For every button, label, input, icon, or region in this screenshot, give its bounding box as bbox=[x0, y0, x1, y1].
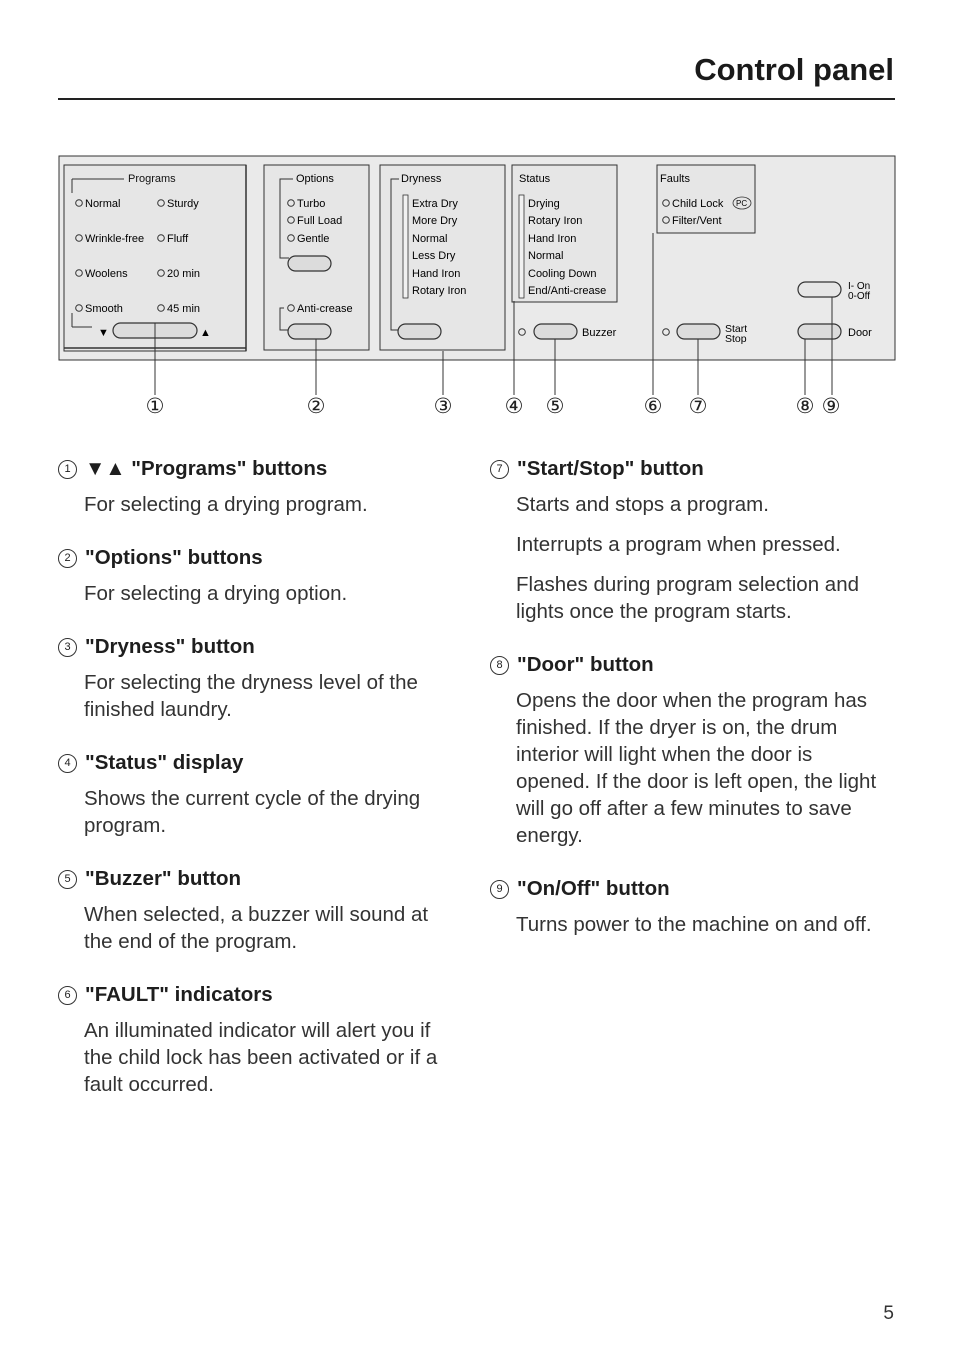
options-button[interactable] bbox=[288, 256, 331, 271]
option-full-load: Full Load bbox=[297, 215, 343, 227]
item-number-badge: 4 bbox=[58, 754, 77, 773]
status-normal: Normal bbox=[528, 250, 564, 262]
item-heading bbox=[490, 455, 890, 483]
dryness-hand-iron: Hand Iron bbox=[412, 268, 461, 280]
item-title: "Door" button bbox=[517, 653, 654, 676]
programs-label: Programs bbox=[128, 173, 176, 185]
callout-9: ⑨ bbox=[821, 395, 841, 418]
callout-6: ⑥ bbox=[643, 395, 663, 418]
description-item bbox=[58, 749, 458, 839]
fault-child-lock: Child Lock bbox=[672, 198, 724, 210]
dryness-section bbox=[380, 165, 505, 350]
item-number-badge: 3 bbox=[58, 638, 77, 657]
item-heading bbox=[58, 865, 458, 893]
program-sturdy: Sturdy bbox=[167, 198, 199, 210]
item-number-badge: 6 bbox=[58, 986, 77, 1005]
callout-1: ① bbox=[145, 395, 165, 418]
callout-3: ③ bbox=[433, 395, 453, 418]
item-description: Turns power to the machine on and off. bbox=[516, 913, 872, 936]
callout-numbers bbox=[146, 395, 841, 418]
item-number-badge: 7 bbox=[490, 460, 509, 479]
item-title: "Dryness" button bbox=[85, 635, 255, 658]
stop-label: Stop bbox=[725, 333, 747, 345]
description-item bbox=[490, 875, 890, 938]
start-stop-button[interactable] bbox=[677, 324, 720, 339]
item-heading bbox=[58, 981, 458, 1009]
description-item bbox=[58, 981, 458, 1098]
item-number-badge: 9 bbox=[490, 880, 509, 899]
item-description: An illuminated indicator will alert you if the child lock has been activated or if a fault occurred. bbox=[84, 1019, 438, 1096]
item-heading bbox=[490, 651, 890, 679]
descriptions-right bbox=[490, 455, 890, 964]
dryness-less-dry: Less Dry bbox=[412, 250, 456, 262]
callout-4: ④ bbox=[504, 395, 524, 418]
status-drying: Drying bbox=[528, 198, 560, 210]
callout-8: ⑧ bbox=[795, 395, 815, 418]
faults-section bbox=[657, 165, 755, 233]
item-description: Shows the current cycle of the drying program. bbox=[84, 787, 421, 837]
description-item bbox=[58, 455, 458, 518]
buzzer-button[interactable] bbox=[534, 324, 577, 339]
descriptions-left bbox=[58, 455, 458, 1124]
program-fluff: Fluff bbox=[167, 233, 189, 245]
description-item bbox=[58, 633, 458, 723]
buzzer-label: Buzzer bbox=[582, 327, 617, 339]
callout-7: ⑦ bbox=[688, 395, 708, 418]
options-label: Options bbox=[296, 173, 334, 185]
item-title: "Status" display bbox=[85, 751, 244, 774]
item-description: When selected, a buzzer will sound at the end of the program. bbox=[84, 903, 429, 953]
item-title: "Buzzer" button bbox=[85, 867, 242, 890]
status-rotary-iron: Rotary Iron bbox=[528, 215, 583, 227]
program-smooth: Smooth bbox=[85, 303, 123, 315]
item-description: Flashes during program selection and lights once the program starts. bbox=[516, 573, 859, 623]
program-45-min: 45 min bbox=[167, 303, 201, 315]
anti-crease-button[interactable] bbox=[288, 324, 331, 339]
fault-filter-vent: Filter/Vent bbox=[672, 215, 722, 227]
off-label: 0-Off bbox=[848, 291, 871, 302]
item-heading bbox=[58, 544, 458, 572]
item-title: "FAULT" indicators bbox=[85, 983, 273, 1006]
item-number-badge: 2 bbox=[58, 549, 77, 568]
page-number: 5 bbox=[883, 1303, 894, 1324]
item-description: Opens the door when the program has finished. If the dryer is on, the drum interior will light when the door is opened. If the door is left open, the light will go off after a few minutes to save energy. bbox=[516, 689, 877, 847]
option-turbo: Turbo bbox=[297, 198, 326, 210]
page-title: Control panel bbox=[694, 52, 894, 87]
item-description: Interrupts a program when pressed. bbox=[516, 533, 841, 556]
description-item bbox=[58, 544, 458, 607]
dryness-label: Dryness bbox=[401, 173, 442, 185]
arrow-up-icon: ▲ bbox=[200, 327, 211, 339]
status-cooling-down: Cooling Down bbox=[528, 268, 597, 280]
programs-section bbox=[64, 165, 246, 351]
dryness-rotary-iron: Rotary Iron bbox=[412, 285, 467, 297]
dryness-extra-dry: Extra Dry bbox=[412, 198, 458, 210]
status-end-anti-crease: End/Anti-crease bbox=[528, 285, 607, 297]
dryness-more-dry: More Dry bbox=[412, 215, 458, 227]
callout-2: ② bbox=[306, 395, 326, 418]
item-description: For selecting a drying program. bbox=[84, 493, 368, 516]
item-description: Starts and stops a program. bbox=[516, 493, 769, 516]
item-number-badge: 5 bbox=[58, 870, 77, 889]
on-label: I- On bbox=[848, 281, 871, 292]
options-section bbox=[264, 165, 369, 350]
item-title: "Options" buttons bbox=[85, 546, 263, 569]
arrow-down-icon: ▼ bbox=[98, 327, 109, 339]
item-heading bbox=[490, 875, 890, 903]
item-title: "On/Off" button bbox=[517, 877, 670, 900]
dryness-button[interactable] bbox=[398, 324, 441, 339]
dryness-normal: Normal bbox=[412, 233, 448, 245]
faults-label: Faults bbox=[660, 173, 690, 185]
item-heading bbox=[58, 749, 458, 777]
item-title: "Start/Stop" button bbox=[517, 457, 704, 480]
item-title: ▼▲ "Programs" buttons bbox=[85, 457, 328, 480]
description-item bbox=[490, 455, 890, 625]
control-panel-diagram bbox=[58, 155, 896, 425]
item-description: For selecting the dryness level of the finished laundry. bbox=[84, 671, 418, 721]
program-woolens: Woolens bbox=[85, 268, 128, 280]
program-wrinkle-free: Wrinkle-free bbox=[85, 233, 145, 245]
option-gentle: Gentle bbox=[297, 233, 330, 245]
description-item bbox=[490, 651, 890, 849]
program-20-min: 20 min bbox=[167, 268, 201, 280]
item-number-badge: 8 bbox=[490, 656, 509, 675]
item-number-badge: 1 bbox=[58, 460, 77, 479]
status-label: Status bbox=[519, 173, 551, 185]
program-normal: Normal bbox=[85, 198, 121, 210]
description-item bbox=[58, 865, 458, 955]
item-heading bbox=[58, 633, 458, 661]
start-label: Start bbox=[725, 323, 748, 335]
door-label: Door bbox=[848, 327, 872, 339]
door-button[interactable] bbox=[798, 324, 841, 339]
on-off-button[interactable] bbox=[798, 282, 841, 297]
status-hand-iron: Hand Iron bbox=[528, 233, 577, 245]
callout-5: ⑤ bbox=[545, 395, 565, 418]
item-description: For selecting a drying option. bbox=[84, 582, 348, 605]
item-heading bbox=[58, 455, 458, 483]
option-anti-crease: Anti-crease bbox=[297, 303, 353, 315]
pc-badge-label: PC bbox=[736, 199, 748, 208]
title-rule bbox=[58, 98, 895, 100]
